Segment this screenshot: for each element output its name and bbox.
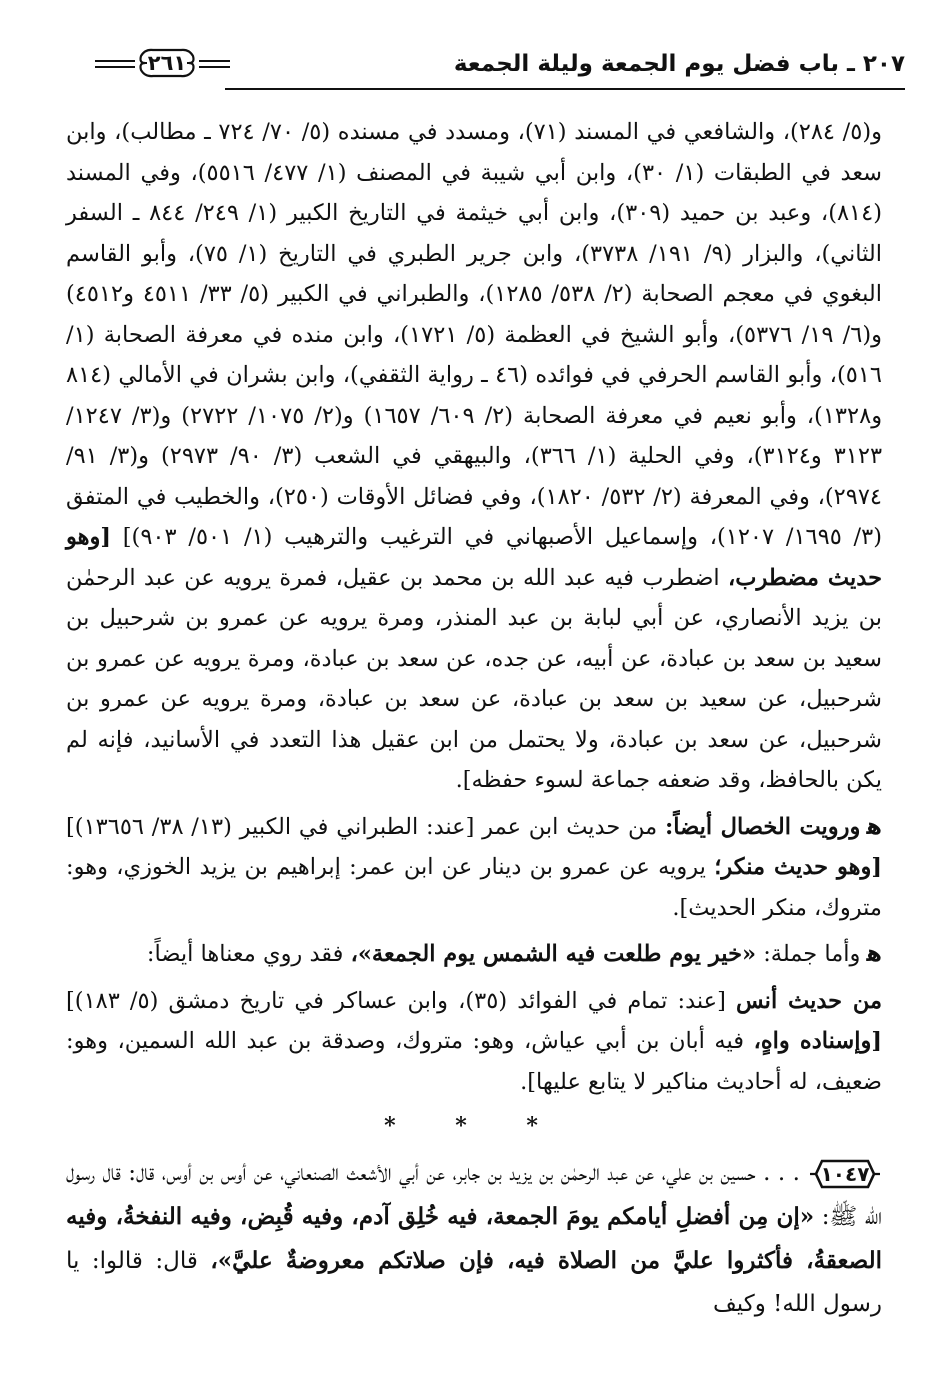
note-text: وأما جملة: [763, 941, 861, 967]
hadith-continuation: قال: قالوا: يا رسول الله! وكيف [66, 1248, 882, 1317]
note-heading: ورويت الخصال أيضاً: [665, 813, 861, 840]
note-text: فقد روي معناها أيضاً: [146, 941, 344, 967]
page-header [95, 44, 905, 96]
takhrij-paragraph [66, 112, 882, 801]
note-heading: من حديث أنس [736, 987, 883, 1014]
section-divider-stars: * * * [384, 1113, 564, 1139]
note-text: يرويه عن عمرو بن دينار عن ابن عمر: إبراهيم بن يزيد الخوزي، وهو: متروك، منكر الحديث]. [66, 854, 882, 921]
hadith-matn: «إن مِن أفضلِ أيامكم يومَ الجمعة، فيه خُلِق آدم، وفيه قُبِض، وفيه النفخةُ، وفيه الصعقةُ، فأكثروا عليَّ من الصلاة فيه، فإن صلاتكم معروضةٌ عليَّ»، [66, 1203, 882, 1274]
header-rule [225, 88, 905, 90]
ornament-rule [95, 66, 135, 68]
hadith-paragraph [66, 1152, 882, 1326]
grading-bold: [وهو حديث منكر؛ [714, 854, 883, 880]
bullet-icon: ﻫ [866, 813, 883, 840]
takhrij-text: و(٥/ ٢٨٤)، والشافعي في المسند (٧١)، ومسدد في مسنده (٥/ ٧٠/ ٧٢٤ ـ مطالب)، وابن سعد في الطبقات (١/ ٣٠)، وابن أبي شيبة في المصنف (١/ ٤٧٧/ ٥٥١٦)، وفي المسند (٨١٤)، وعبد بن حميد (٣٠٩)، وابن أبي خيثمة في التاريخ الكبير (١/ ٢٤٩/ ٨٤٤ ـ السفر الثاني)، والبزار (٩/ ١٩١/ ٣٧٣٨)، وابن جرير الطبري في التاريخ (١/ ٧٥)، وأبو القاسم البغوي في معجم الصحابة (٢/ ٥٣٨/ ١٢٨٥)، والطبراني في الكبير (٥/ ٣٣/ ٤٥١١ و٤٥١٢) و(٦/ ١٩/ ٥٣٧٦)، وأبو الشيخ في العظمة (٥/ ١٧٢١)، وابن منده في معرفة الصحابة (١/ ٥١٦)، وأبو القاسم الحرفي في فوائده (٤٦ ـ رواية الثقفي)، وابن بشران في الأمالي (٨١٤ و١٣٢٨)، وأبو نعيم في معرفة الصحابة (٢/ ٦٠٩/ ١٦٥٧) و(٢/ ١٠٧٥/ ٢٧٢٢) و(٣/ ١٢٤٧/ ٣١٢٣ و٣١٢٤)، وفي الحلية (١/ ٣٦٦)، والبيهقي في الشعب (٣/ ٩٠/ ٢٩٧٣) و(٣/ ٩١/ ٢٩٧٤)، وفي المعرفة (٢/ ٥٣٢/ ١٨٢٠)، وفي فضائل الأوقات (٢٥٠)، والخطيب في المتفق (٣/ ١٦٩٥/ ١٢٠٧)، وإسماعيل الأصبهاني في الترغيب والترهيب (١/ ٥٠١/ ٩٠٣)] [66, 119, 883, 550]
page-body [66, 112, 882, 1326]
bullet-icon: ﻫ [866, 941, 882, 967]
takhrij-text: اضطرب فيه عبد الله بن محمد بن عقيل، فمرة يرويه عن عبد الرحمٰن بن يزيد الأنصاري، عن أبي لبابة بن عبد المنذر، ومرة يرويه عن عمرو بن شرحبيل بن سعيد بن سعد بن عبادة، عن أبيه، عن جده، عن سعد بن عبادة، ومرة يرويه عن عمرو بن شرحبيل، عن سعيد بن سعد بن عبادة، عن سعد بن عبادة، ومرة يرويه عن عمرو بن شرحبيل، عن سعد بن عبادة، ولا يحتمل من ابن عقيل هذا التعدد في الأسانيد، فإنه لم يكن بالحافظ، وقد ضعفه جماعة لسوء حفظه]. [66, 564, 882, 793]
page-number-badge [137, 46, 197, 80]
hadith-isnad: . . . حسين بن علي، عن عبد الرحمٰن بن يزيد بن جابر، عن أبي الأشعث الصنعاني، عن أوس بن أوس، قال: قال رسول الله ﷺ: [66, 1160, 882, 1230]
note-paragraph [66, 981, 882, 1103]
grading-bold: [وهو حديث مضطرب، [66, 524, 882, 591]
chapter-title: ٢٠٧ ـ باب فضل يوم الجمعة وليلة الجمعة [453, 51, 905, 77]
note-paragraph [66, 807, 882, 929]
hadith-number: ١٠٤٧ [820, 1162, 870, 1186]
grading-bold: [وإسناده واهٍ، [753, 1028, 883, 1054]
ornament-rule [199, 66, 230, 68]
note-text: فيه أبان بن أبي عياش، وهو: متروك، وصدقة بن عبد الله السمين، وهو: ضعيف، له أحاديث مناكير لا يتابع عليها]. [66, 1028, 882, 1095]
ornament-rule [95, 60, 135, 62]
quoted-phrase: «خير يوم طلعت فيه الشمس يوم الجمعة»، [350, 941, 757, 967]
note-text: من حديث ابن عمر [عند: الطبراني في الكبير (١٣/ ٣٨/ ١٣٦٥٦)] [66, 813, 658, 840]
hadith-number-badge [808, 1158, 882, 1190]
note-text: [عند: تمام في الفوائد (٣٥)، وابن عساكر في تاريخ دمشق (٥/ ١٨٣)] [66, 987, 726, 1014]
ornament-rule [199, 60, 230, 62]
page-number-ornament [95, 50, 230, 80]
page-number: ٢٦١ [147, 51, 187, 75]
note-paragraph [66, 934, 882, 975]
